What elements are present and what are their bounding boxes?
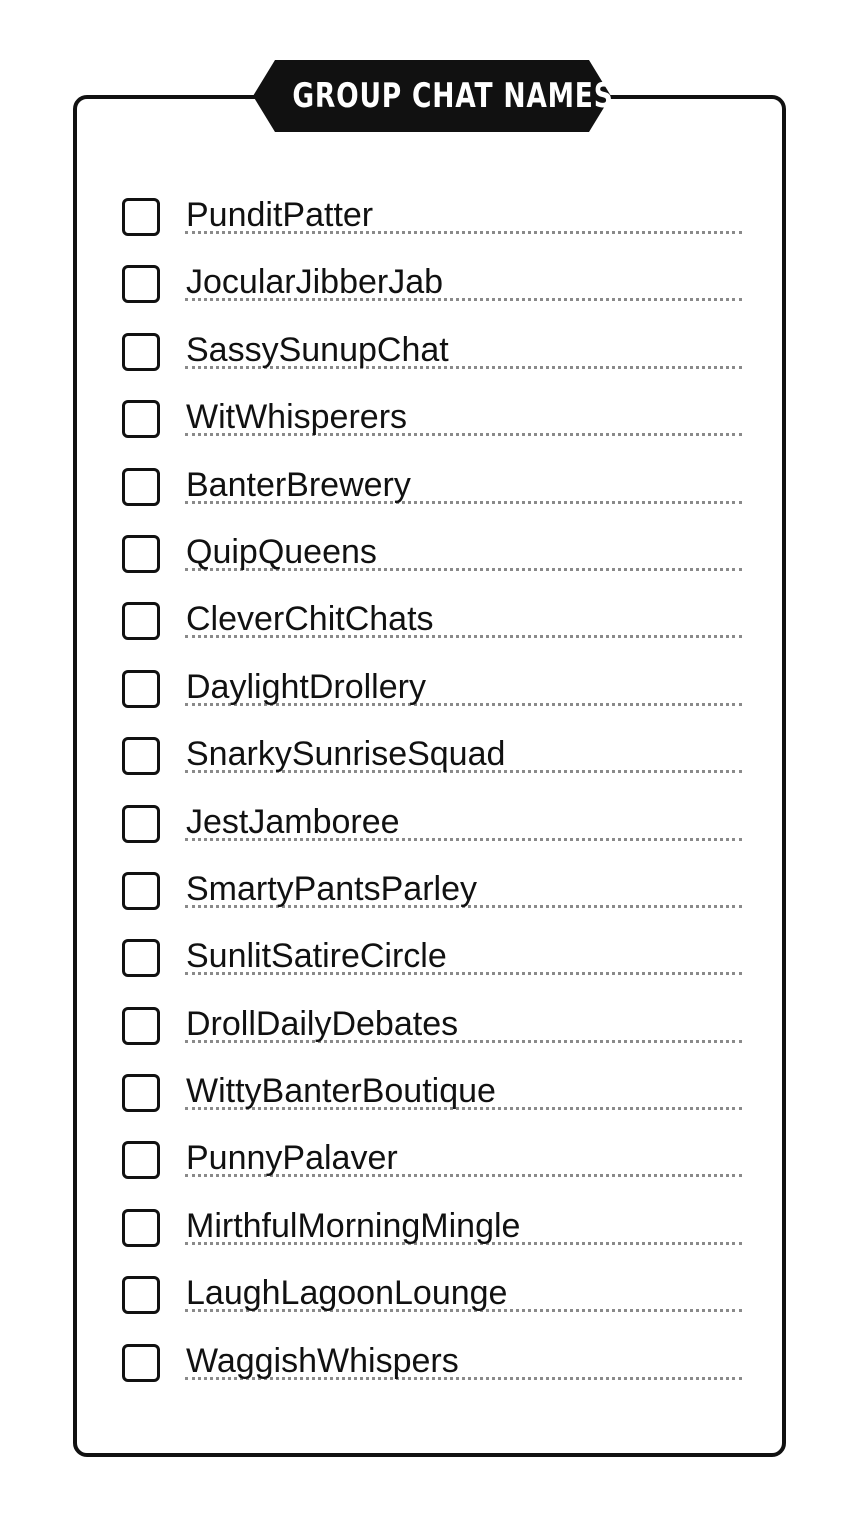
- list-item: [122, 667, 742, 734]
- item-label: JocularJibberJab: [186, 263, 444, 302]
- item-label: LaughLagoonLounge: [186, 1274, 508, 1313]
- checkbox[interactable]: [122, 1344, 160, 1382]
- list-item: [122, 1138, 742, 1205]
- item-label: SmartyPantsParley: [186, 869, 477, 908]
- checkbox[interactable]: [122, 535, 160, 573]
- checkbox[interactable]: [122, 872, 160, 910]
- item-label: WittyBanterBoutique: [186, 1072, 496, 1111]
- item-label: SunlitSatireCircle: [186, 937, 447, 976]
- item-label: SnarkySunriseSquad: [186, 735, 506, 774]
- item-label: PunditPatter: [186, 196, 374, 234]
- list-item: [122, 195, 742, 262]
- checkbox[interactable]: [122, 805, 160, 843]
- list-item: [122, 262, 742, 329]
- list-item: [122, 1206, 742, 1273]
- item-label: MirthfulMorningMingle: [186, 1206, 521, 1245]
- list-item: [122, 802, 742, 869]
- item-label: PunnyPalaver: [186, 1139, 398, 1178]
- list-item: [122, 465, 742, 532]
- list-item: [122, 532, 742, 599]
- checkbox[interactable]: [122, 670, 160, 708]
- item-label: BanterBrewery: [186, 465, 411, 504]
- page-title: GROUP CHAT NAMES: [292, 76, 614, 116]
- checkbox[interactable]: [122, 198, 160, 236]
- checkbox[interactable]: [122, 737, 160, 775]
- item-label: WitWhisperers: [186, 398, 408, 437]
- item-label: SassySunupChat: [186, 330, 449, 369]
- checkbox[interactable]: [122, 1007, 160, 1045]
- list-item: [122, 1004, 742, 1071]
- title-banner: [253, 60, 614, 132]
- item-label: QuipQueens: [186, 532, 377, 571]
- list-item: [122, 599, 742, 666]
- list-item: [122, 936, 742, 1003]
- list-item: [122, 869, 742, 936]
- list-item: [122, 1341, 742, 1408]
- item-label: DaylightDrollery: [186, 667, 426, 706]
- name-list: [122, 195, 742, 1408]
- list-item: [122, 397, 742, 464]
- checkbox[interactable]: [122, 333, 160, 371]
- checkbox[interactable]: [122, 1074, 160, 1112]
- item-label: WaggishWhispers: [186, 1341, 459, 1380]
- item-label: JestJamboree: [186, 802, 400, 841]
- checkbox[interactable]: [122, 400, 160, 438]
- checkbox[interactable]: [122, 1276, 160, 1314]
- item-label: CleverChitChats: [186, 600, 434, 639]
- list-item: [122, 734, 742, 801]
- checkbox[interactable]: [122, 468, 160, 506]
- checkbox[interactable]: [122, 265, 160, 303]
- checkbox[interactable]: [122, 1209, 160, 1247]
- checkbox[interactable]: [122, 1141, 160, 1179]
- checkbox[interactable]: [122, 939, 160, 977]
- list-item: [122, 330, 742, 397]
- list-item: [122, 1071, 742, 1138]
- item-label: DrollDailyDebates: [186, 1004, 459, 1043]
- checkbox[interactable]: [122, 602, 160, 640]
- list-item: [122, 1273, 742, 1340]
